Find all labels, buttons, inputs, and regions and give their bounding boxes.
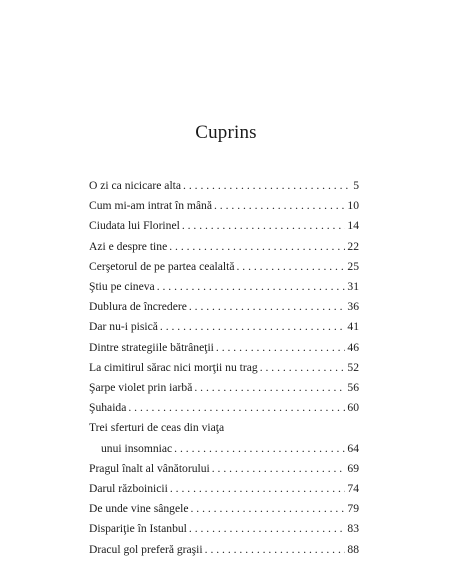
leader-dots <box>236 257 345 277</box>
leader-dots <box>189 519 346 539</box>
leader-dots <box>194 378 345 398</box>
toc-entry[interactable] <box>89 216 359 236</box>
toc-entry-page: 22 <box>347 239 359 253</box>
toc-entry-title: La cimitirul sărac nici morţii nu trag <box>89 360 258 374</box>
leader-dots <box>174 439 345 459</box>
toc-entry[interactable] <box>89 176 359 196</box>
leader-dots <box>160 317 346 337</box>
toc-entry[interactable] <box>89 297 359 317</box>
toc-entry-title: Dispariţie în Istanbul <box>89 522 187 536</box>
toc-entry-page: 56 <box>347 381 359 395</box>
toc-entry-title-first-line: Trei sferturi de ceas din viaţa <box>89 421 225 435</box>
toc-entry-title: Dar nu-i pisică <box>89 320 158 334</box>
toc-entry-title: O zi ca nicicare alta <box>89 179 182 192</box>
toc-entry-title: Ştiu pe cineva <box>89 280 155 294</box>
leader-dots <box>214 196 345 216</box>
toc-entry-title: Azi e despre tine <box>89 239 168 253</box>
toc-entry[interactable] <box>89 459 359 479</box>
leader-dots <box>190 499 345 519</box>
page-title: Cuprins <box>195 122 257 143</box>
table-of-contents <box>89 176 359 560</box>
toc-entry-page: 14 <box>347 219 359 233</box>
toc-entry[interactable] <box>89 338 359 358</box>
toc-entry[interactable] <box>89 196 359 216</box>
toc-entry-title: unui insomniac <box>101 441 173 455</box>
toc-entry-title: Pragul înalt al vânătorului <box>89 461 210 475</box>
toc-entry-page: 60 <box>347 401 359 415</box>
leader-dots <box>169 237 345 257</box>
toc-entry-title: Dintre strategiile bătrâneţii <box>89 340 214 354</box>
toc-entry-page: 83 <box>347 522 359 536</box>
toc-entry-page: 31 <box>347 280 359 294</box>
toc-entry-page: 25 <box>347 259 359 273</box>
toc-entry[interactable] <box>89 358 359 378</box>
toc-entry[interactable] <box>89 479 359 499</box>
toc-entry-page: 79 <box>347 502 359 516</box>
leader-dots <box>183 176 351 196</box>
toc-entry-title: Şarpe violet prin iarbă <box>89 381 193 395</box>
toc-entry-page: 36 <box>347 300 359 314</box>
toc-entry-title: Dublura de încredere <box>89 300 187 314</box>
toc-entry-title: Şuhaida <box>89 401 127 415</box>
toc-entry-page: 10 <box>347 199 359 213</box>
toc-entry[interactable] <box>89 257 359 277</box>
toc-entry-title: De unde vine sângele <box>89 502 189 516</box>
leader-dots <box>205 540 346 560</box>
toc-entry[interactable] <box>89 317 359 337</box>
toc-entry[interactable] <box>89 499 359 519</box>
toc-entry[interactable] <box>89 277 359 297</box>
toc-entry-title: Ciudata lui Florinel <box>89 219 180 233</box>
toc-entry[interactable] <box>89 398 359 418</box>
toc-entry-page: 46 <box>347 340 359 354</box>
toc-entry-title: Cerşetorul de pe partea cealaltă <box>89 259 235 273</box>
toc-entry-page: 41 <box>347 320 359 334</box>
leader-dots <box>182 216 346 236</box>
toc-entry-page: 74 <box>347 482 359 496</box>
toc-entry[interactable] <box>89 378 359 398</box>
toc-entry[interactable] <box>89 519 359 539</box>
toc-entry-page: 52 <box>347 360 359 374</box>
leader-dots <box>189 297 346 317</box>
toc-entry-page: 64 <box>347 441 359 455</box>
leader-dots <box>212 459 346 479</box>
leader-dots <box>216 338 346 358</box>
leader-dots <box>170 479 346 499</box>
toc-entry-page: 88 <box>347 542 359 556</box>
leader-dots <box>128 398 345 418</box>
toc-entry-page: 69 <box>347 461 359 475</box>
toc-entry[interactable] <box>89 540 359 560</box>
toc-entry-title: Cum mi-am intrat în mână <box>89 199 212 213</box>
toc-entry[interactable] <box>89 418 359 458</box>
leader-dots <box>157 277 346 297</box>
toc-entry-page: 5 <box>353 179 359 192</box>
leader-dots <box>260 358 346 378</box>
toc-entry-title: Dracul gol preferă graşii <box>89 542 203 556</box>
toc-entry-title: Darul războinicii <box>89 482 168 496</box>
toc-entry[interactable] <box>89 237 359 257</box>
